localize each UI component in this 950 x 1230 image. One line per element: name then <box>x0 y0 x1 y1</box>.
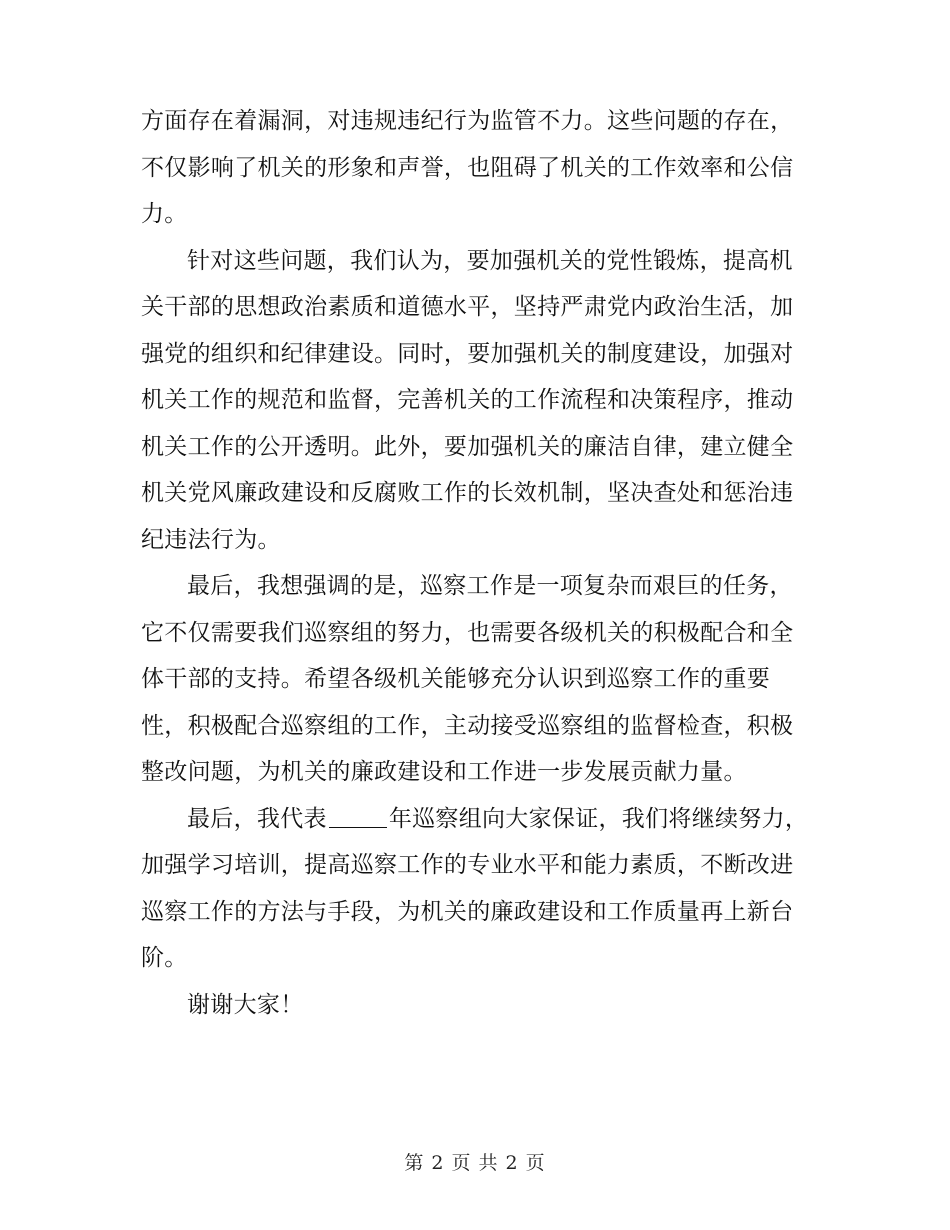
text-segment: 年巡察组向大家保证，我们将继续努力， <box>388 805 809 832</box>
text-line: 巡察工作的方法与手段，为机关的廉政建设和工作质量再上新台 <box>141 898 794 925</box>
text-line: 机关工作的公开透明。此外，要加强机关的廉洁自律，建立健全 <box>141 433 794 460</box>
text-line: 力。 <box>141 201 188 227</box>
text-line: 针对这些问题，我们认为，要加强机关的党性锻炼，提高机 <box>187 247 793 274</box>
paragraph <box>141 98 813 238</box>
text-line: 加强学习培训，提高巡察工作的专业水平和能力素质，不断改进 <box>141 852 794 878</box>
text-line: 它不仅需要我们巡察组的努力，也需要各级机关的积极配合和全 <box>141 619 794 646</box>
paragraph <box>141 238 813 564</box>
text-line <box>141 796 813 843</box>
text-line: 强党的组织和纪律建设。同时，要加强机关的制度建设，加强对 <box>141 340 794 367</box>
text-line: 关干部的思想政治素质和道德水平，坚持严肃党内政治生活，加 <box>141 294 794 320</box>
text-line: 性，积极配合巡察组的工作，主动接受巡察组的监督检查，积极 <box>141 712 794 739</box>
paragraph <box>141 796 813 982</box>
text-line: 体干部的支持。希望各级机关能够充分认识到巡察工作的重要 <box>141 666 771 692</box>
text-line: 不仅影响了机关的形象和声誉，也阻碍了机关的工作效率和公信 <box>141 154 794 181</box>
text-line: 整改问题，为机关的廉政建设和工作进一步发展贡献力量。 <box>141 759 747 785</box>
paragraph <box>141 982 813 1029</box>
fill-in-blank <box>329 803 387 828</box>
text-segment: 最后，我代表 <box>187 805 327 832</box>
text-line: 阶。 <box>141 945 188 971</box>
page-footer: 第 2 页 共 2 页 <box>404 1152 546 1174</box>
text-line: 最后，我想强调的是，巡察工作是一项复杂而艰巨的任务， <box>187 573 793 599</box>
text-line: 纪违法行为。 <box>141 526 281 553</box>
text-line: 谢谢大家！ <box>187 991 304 1018</box>
paragraph <box>141 563 813 796</box>
text-line: 机关党风廉政建设和反腐败工作的长效机制，坚决查处和惩治违 <box>141 480 794 506</box>
text-line: 方面存在着漏洞，对违规违纪行为监管不力。这些问题的存在， <box>141 108 794 134</box>
document-body <box>141 98 813 1028</box>
text-line: 机关工作的规范和监督，完善机关的工作流程和决策程序，推动 <box>141 387 794 413</box>
